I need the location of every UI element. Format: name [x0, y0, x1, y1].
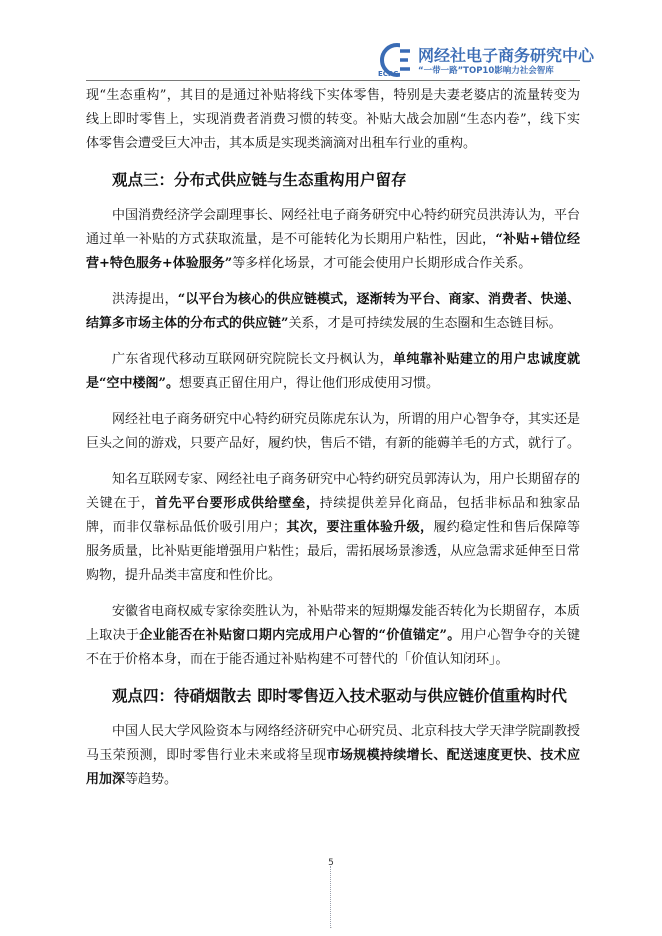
paragraph-ma-yurong: 中国人民大学风险资本与网络经济研究中心研究员、北京科技大学天津学院副教授马玉荣预测，即时零售行业未来或将呈现市场规模持续增长、配送速度更快、技术应用加深等趋势。	[86, 724, 581, 787]
paragraph-continued: 现“生态重构”，其目的是通过补贴将线下实体零售，特别是夫妻老婆店的流量转变为线上即时零售上，实现消费者消费习惯的转变。补贴大战会加剧“生态内卷”，线下实体零售会遭受巨大冲击，其本质是实现类滴滴对出租车行业的重构。	[86, 88, 580, 151]
paragraph-xu-yisheng: 安徽省电商权威专家徐奕胜认为，补贴带来的短期爆发能否转化为长期留存，本质上取决于企业能否在补贴窗口期内完成用户心智的“价值锚定”。用户心智争夺的关键不在于价格本身，而在于能否通过补贴构建不可替代的「价值认知闭环」。	[86, 604, 581, 667]
paragraph-hong-tao-1: 中国消费经济学会副理事长、网经社电子商务研究中心特约研究员洪涛认为，平台通过单一补贴的方式获取流量，是不可能转化为长期用户粘性，因此，“补贴+错位经营+特色服务+体验服务”等多样化场景，才可能会使用户长期形成合作关系。	[86, 208, 581, 271]
bottom-mark: ·	[329, 924, 333, 932]
document-body	[86, 84, 580, 804]
header-divider	[86, 80, 580, 81]
page-header	[0, 0, 662, 82]
page-break-guide	[330, 866, 331, 928]
section-heading-3: 观点三：分布式供应链与生态重构用户留存	[112, 171, 407, 189]
org-slogan: “一带一路”TOP10影响力社会智库	[418, 66, 554, 76]
paragraph-hong-tao-2: 洪涛提出，“以平台为核心的供应链模式，逐渐转为平台、商家、消费者、快递、结算多市场主体的分布式的供应链”关系，才是可持续发展的生态圈和生态链目标。	[86, 292, 580, 331]
paragraph-wen-danfeng: 广东省现代移动互联网研究院院长文丹枫认为，单纯靠补贴建立的用户忠诚度就是“空中楼阁”。想要真正留住用户，得让他们形成使用习惯。	[86, 352, 580, 391]
paragraph-guo-tao: 知名互联网专家、网经社电子商务研究中心特约研究员郭涛认为，用户长期留存的关键在于，首先平台要形成供给壁垒，持续提供差异化商品，包括非标品和独家品牌，而非仅靠标品低价吸引用户；其次，要注重体验升级，履约稳定性和售后保障等服务质量，比补贴更能增强用户粘性；最后，需拓展场景渗透，从应急需求延伸至日常购物，提升品类丰富度和性价比。	[86, 472, 581, 583]
paragraph-chen-hudong: 网经社电子商务研究中心特约研究员陈虎东认为，所谓的用户心智争夺，其实还是巨头之间的游戏，只要产品好，履约快，售后不错，有新的能薅羊毛的方式，就行了。	[86, 412, 581, 451]
section-heading-4: 观点四：待硝烟散去 即时零售迈入技术驱动与供应链价值重构时代	[112, 687, 567, 705]
page-number: 5	[328, 858, 334, 868]
logo-abbreviation: ECRC	[378, 70, 399, 78]
org-name: 网经社电子商务研究中心	[418, 46, 595, 65]
